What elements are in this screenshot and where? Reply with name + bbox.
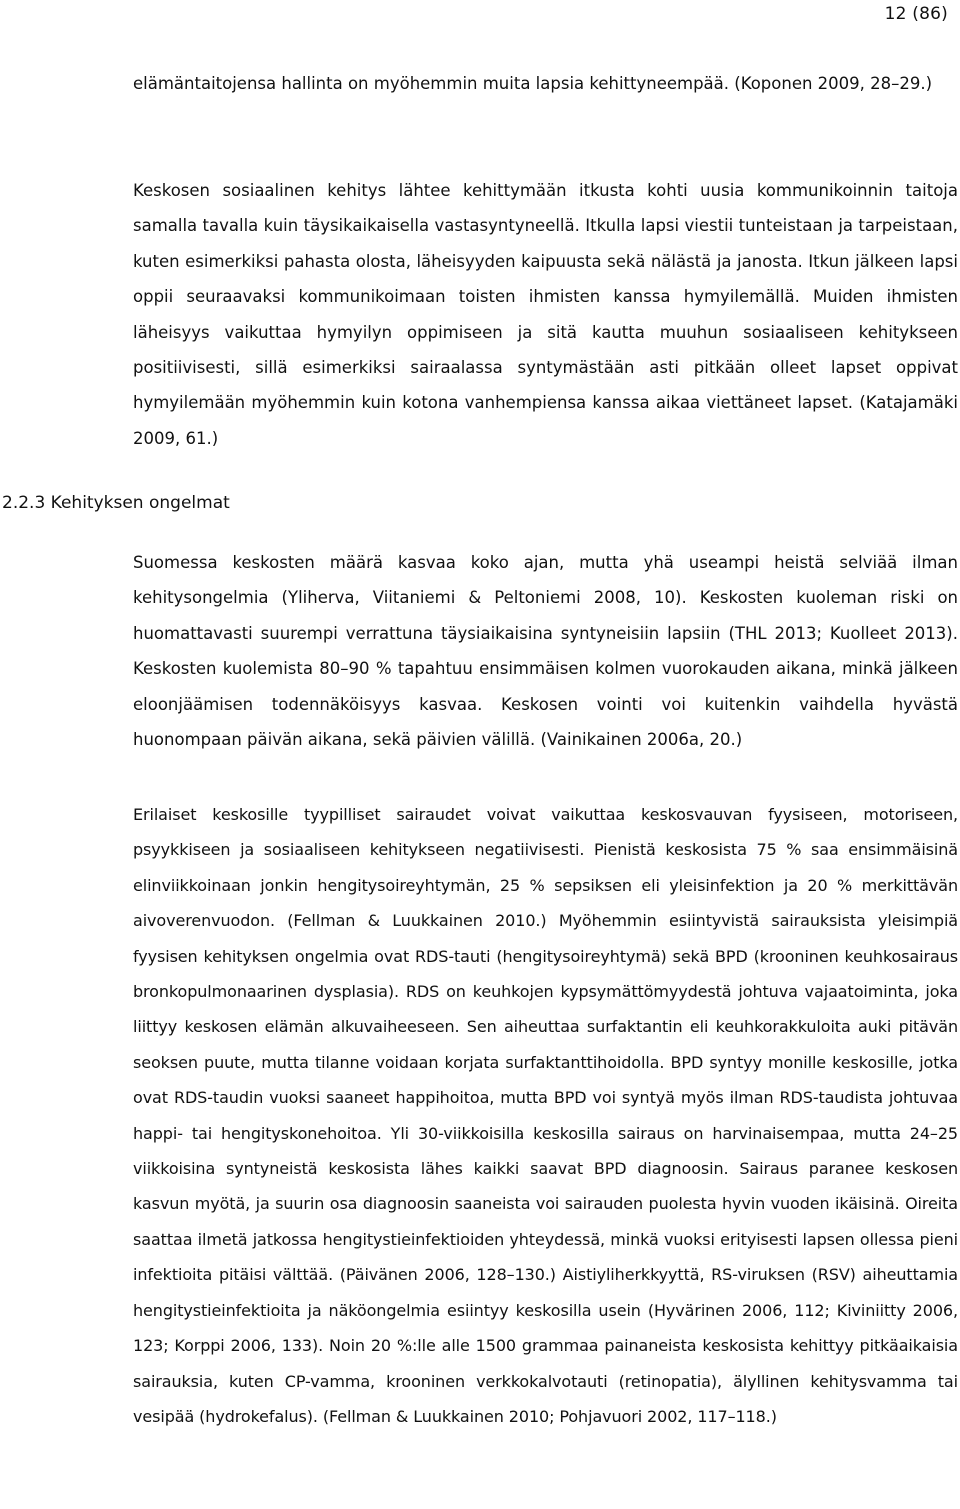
page-number: 12 (86)	[884, 4, 948, 24]
paragraph-development-problems: Suomessa keskosten määrä kasvaa koko ajan, mutta yhä useampi heistä selviää ilman kehitysongelmia (Yliherva, Viitaniemi & Peltoniemi 2008, 10). Keskosten kuoleman riski on huomattavasti suurempi verrattuna täysiaikaisina syntyneisiin lapsiin (THL 2013; Kuolleet 2013). Keskosten kuolemista 80–90 % tapahtuu ensimmäisen kolmen vuorokauden aikana, minkä jälkeen eloonjäämisen todennäköisyys kasvaa. Keskosen vointi voi kuitenkin vaihdella hyvästä huonompaan päivän aikana, sekä päivien välillä. (Vainikainen 2006a, 20.)	[133, 553, 958, 750]
section-heading: 2.2.3 Kehityksen ongelmat	[2, 493, 230, 513]
paragraph-koponen-end: elämäntaitojensa hallinta on myöhemmin muita lapsia kehittyneempää. (Koponen 2009, 28–29.)	[133, 74, 933, 93]
paragraph-typical-diseases: Erilaiset keskosille tyypilliset sairaudet voivat vaikuttaa keskosvauvan fyysiseen, motoriseen, psyykkiseen ja sosiaaliseen kehitykseen negatiivisesti. Pienistä keskosista 75 % saa ensimmäisinä elinviikkoinaan jonkin hengitysoireyhtymän, 25 % sepsiksen eli yleisinfektion ja 20 % merkittävän aivoverenvuodon. (Fellman & Luukkainen 2010.) Myöhemmin esiintyvistä sairauksista yleisimpiä fyysisen kehityksen ongelmia ovat RDS-tauti (hengitysoireyhtymä) sekä BPD (krooninen keuhkosairaus bronkopulmonaarinen dysplasia). RDS on keuhkojen kypsymättömyydestä johtuva vajaatoiminta, joka liittyy keskosen elämän alkuvaiheeseen. Sen aiheuttaa surfaktantin eli keuhkorakkuloita auki pitävän seoksen puute, mutta tilanne voidaan korjata surfaktanttihoidolla. BPD syntyy monille keskosille, jotka ovat RDS-taudin vuoksi saaneet happihoitoa, mutta BPD voi syntyä myös ilman RDS-taudista johtuvaa happi- tai hengityskonehoitoa. Yli 30-viikkoisilla keskosilla sairaus on harvinaisempaa, mutta 24–25 viikkoisina syntyneistä keskosista lähes kaikki saavat BPD diagnoosin. Sairaus paranee keskosen kasvun myötä, ja suurin osa diagnoosin saaneista voi sairauden puolesta hyvin vuoden ikäisinä. Oireita saattaa ilmetä jatkossa hengitystieinfektioiden yhteydessä, minkä vuoksi erityisesti lapsen ollessa pieni infektioita pitäisi välttää. (Päivänen 2006, 128–130.) Aistiyliherkkyyttä, RS-viruksen (RSV) aiheuttamia hengitystieinfektioita ja näköongelmia esiintyy keskosilla usein (Hyvärinen 2006, 112; Kiviniitty 2006, 123; Korppi 2006, 133). Noin 20 %:lle alle 1500 grammaa painaneista keskosista kehittyy pitkäaikaisia sairauksia, kuten CP-vamma, krooninen verkkokalvotauti (retinopatia), älyllinen kehitysvamma tai vesipää (hydrokefalus). (Fellman & Luukkainen 2010; Pohjavuori 2002, 117–118.)	[133, 805, 958, 1426]
paragraph-social-development: Keskosen sosiaalinen kehitys lähtee kehittymään itkusta kohti uusia kommunikoinnin taitoja samalla tavalla kuin täysikaikaisella vastasyntyneellä. Itkulla lapsi viestii tunteistaan ja tarpeistaan, kuten esimerkiksi pahasta olosta, läheisyyden kaipuusta sekä nälästä ja janosta. Itkun jälkeen lapsi oppii seuraavaksi kommunikoimaan toisten ihmisten kanssa hymyilemällä. Muiden ihmisten läheisyys vaikuttaa hymyilyn oppimiseen ja sitä kautta muuhun sosiaaliseen kehitykseen positiivisesti, sillä esimerkiksi sairaalassa syntymästään asti pitkään olleet lapset oppivat hymyilemään myöhemmin kuin kotona vanhempiensa kanssa aikaa viettäneet lapset. (Katajamäki 2009, 61.)	[133, 181, 958, 448]
